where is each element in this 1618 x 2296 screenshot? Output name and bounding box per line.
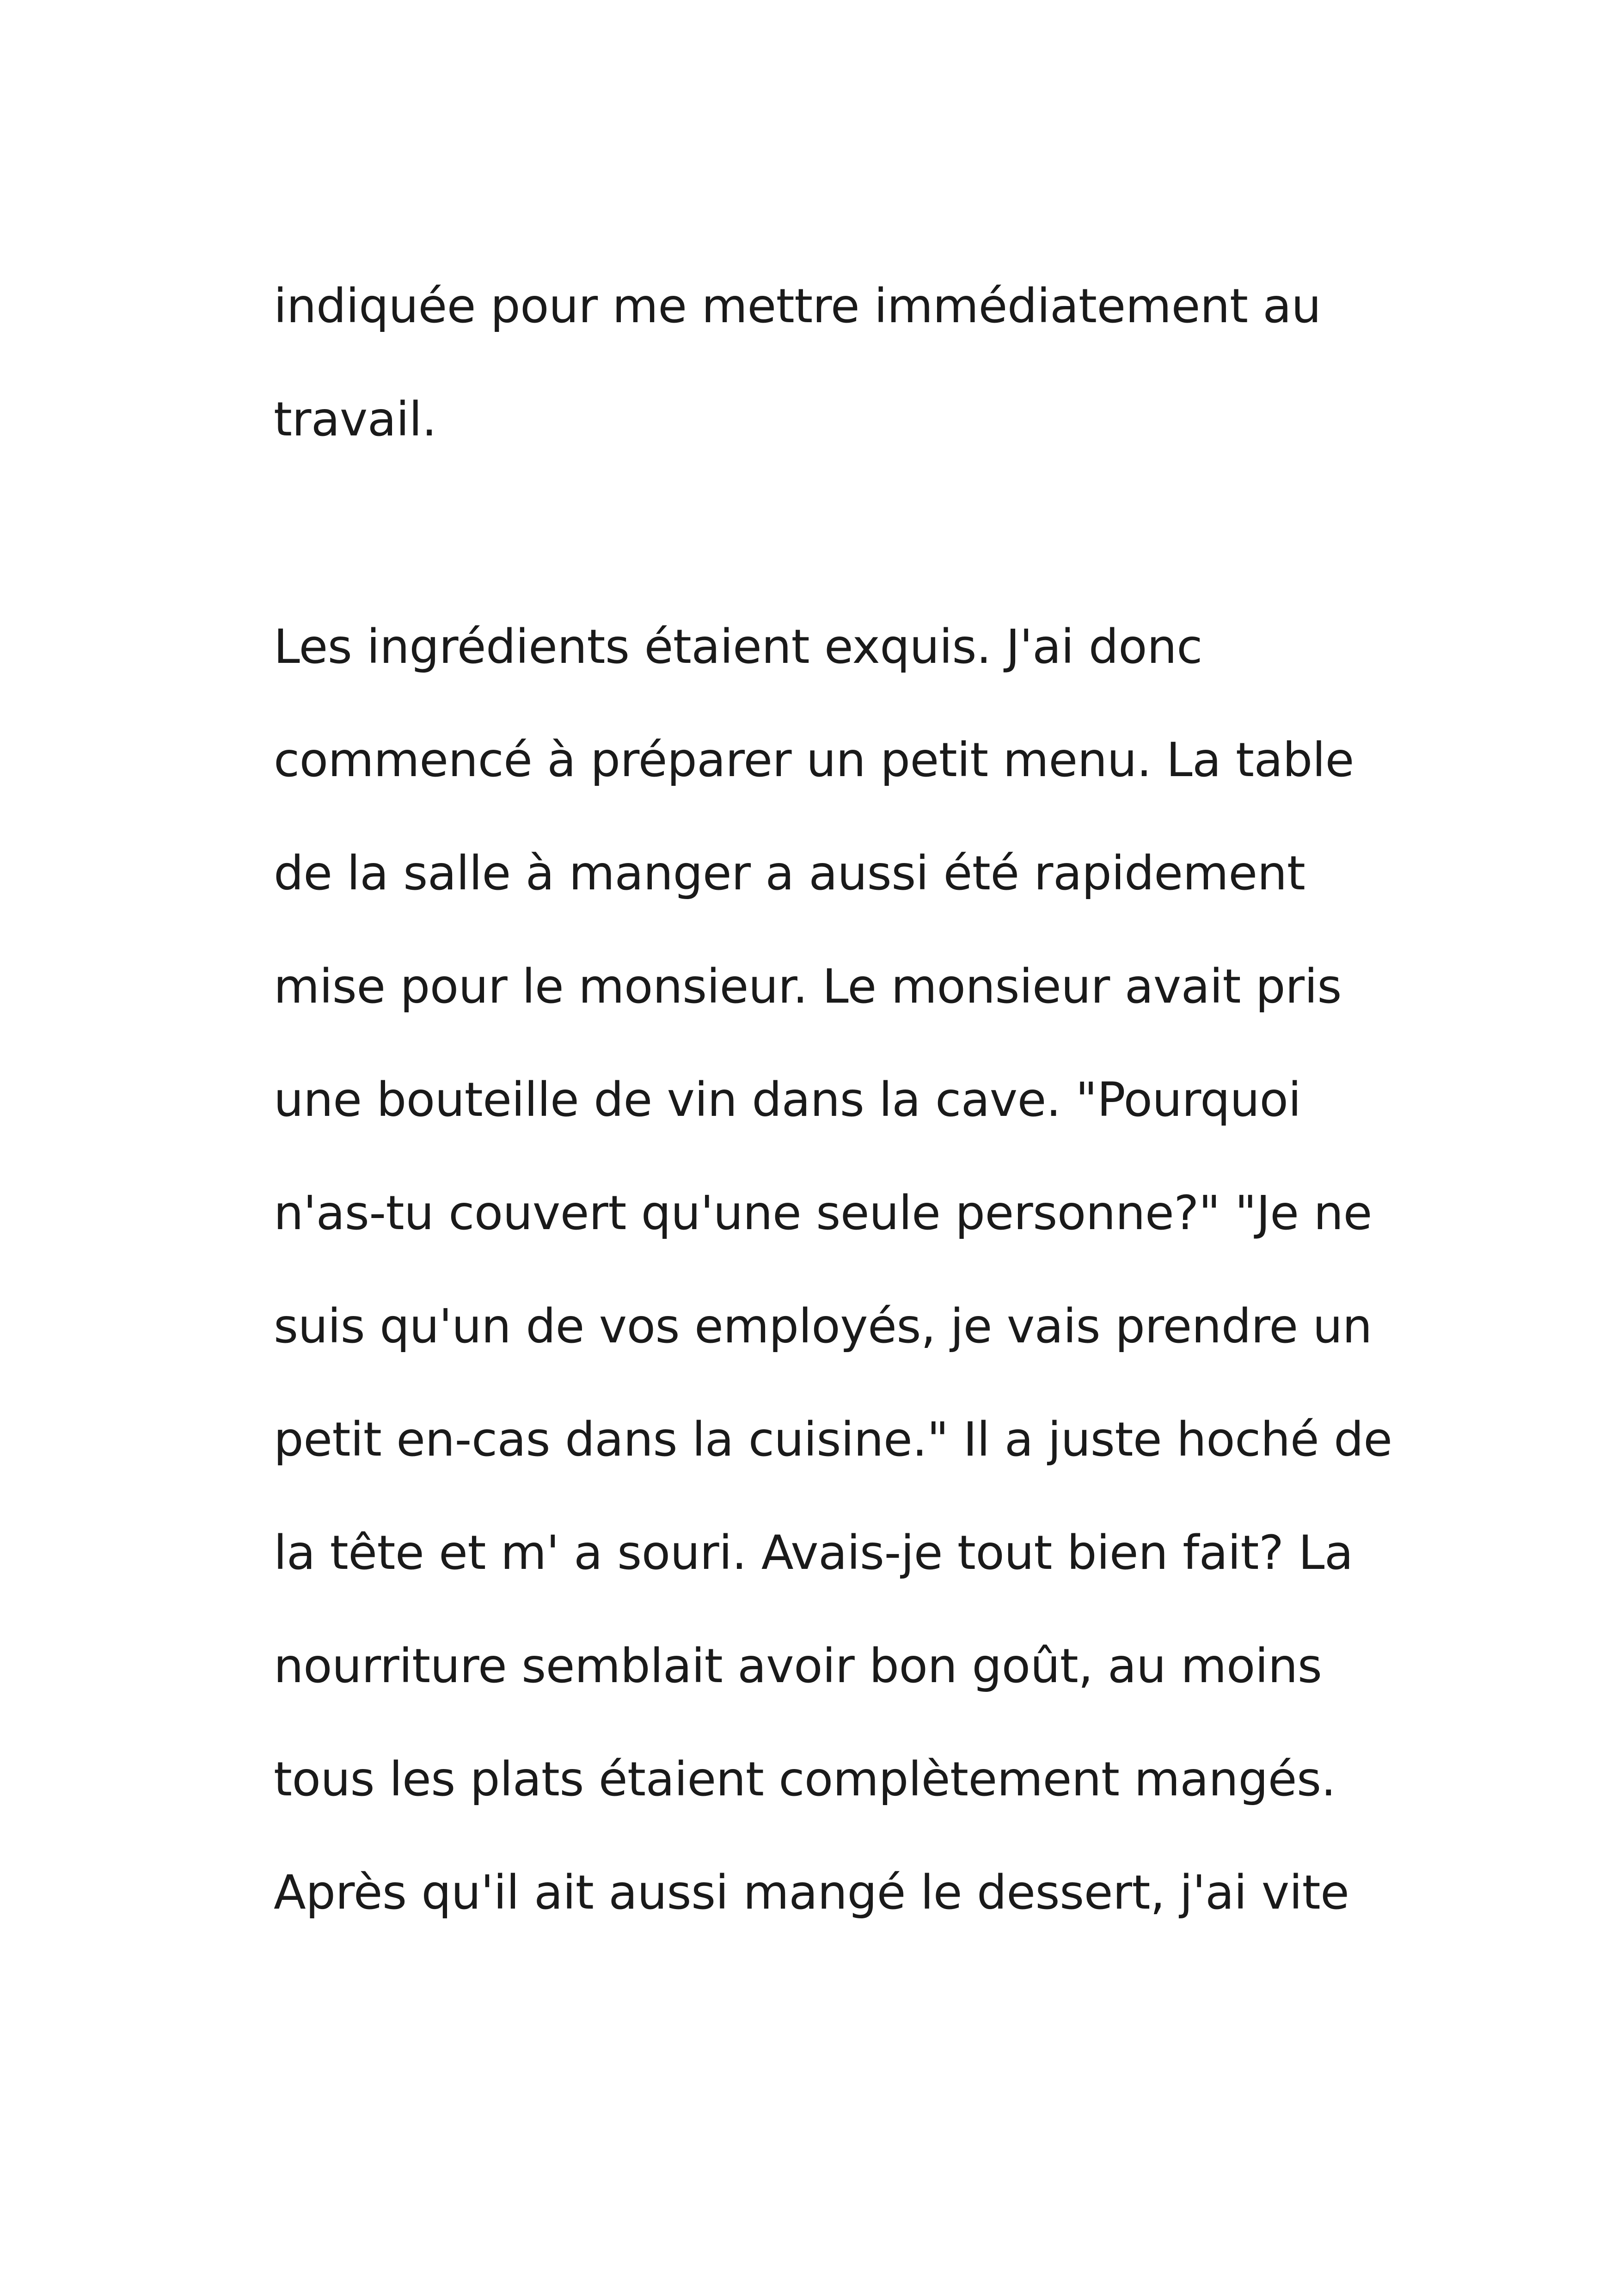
- paragraph-1-line: indiquée pour me mettre immédiatement au: [274, 279, 1321, 334]
- paragraph-2-line: mise pour le monsieur. Le monsieur avait pris: [274, 959, 1342, 1014]
- paragraph-2-line: commencé à préparer un petit menu. La table: [274, 733, 1354, 788]
- paragraph-2-line: Après qu'il ait aussi mangé le dessert, j'ai vite: [274, 1865, 1349, 1920]
- paragraph-2-line: n'as-tu couvert qu'une seule personne?" "Je ne: [274, 1186, 1372, 1241]
- paragraph-2-line: la tête et m' a souri. Avais-je tout bien fait? La: [274, 1525, 1353, 1580]
- paragraph-2-line: petit en-cas dans la cuisine." Il a juste hoché de: [274, 1412, 1392, 1467]
- paragraph-2-line: tous les plats étaient complètement mangés.: [274, 1752, 1336, 1807]
- paragraph-2-line: une bouteille de vin dans la cave. "Pourquoi: [274, 1072, 1301, 1127]
- paragraph-2-line: de la salle à manger a aussi été rapidement: [274, 846, 1305, 901]
- paragraph-2-line: suis qu'un de vos employés, je vais prendre un: [274, 1299, 1372, 1354]
- paragraph-2-line: Les ingrédients étaient exquis. J'ai donc: [274, 619, 1202, 674]
- paragraph-2-line: nourriture semblait avoir bon goût, au moins: [274, 1639, 1322, 1694]
- paragraph-1-line: travail.: [274, 392, 437, 447]
